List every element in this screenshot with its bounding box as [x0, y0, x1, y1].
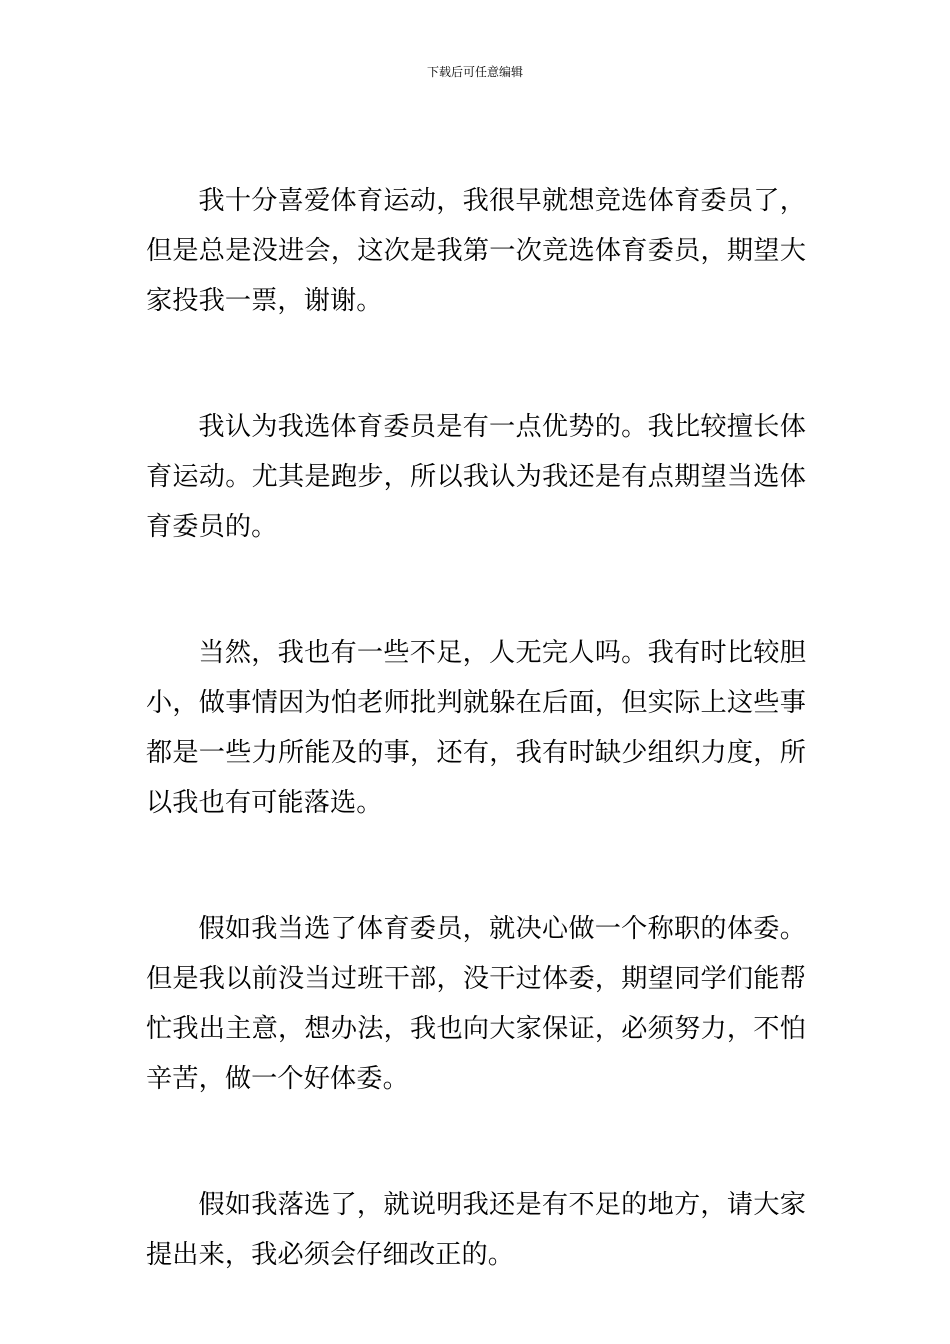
paragraph-5: 假如我落选了，就说明我还是有不足的地方，请大家提出来，我必须会仔细改正的。 [146, 1190, 806, 1270]
page-header: 下载后可任意编辑 [426, 65, 523, 79]
paragraph-3: 当然，我也有一些不足，人无完人吗。我有时比较胆小，做事情因为怕老师批判就躲在后面，但实际上这些事都是一些力所能及的事，还有，我有时缺少组织力度，所以我也有可能落选。 [146, 638, 806, 818]
paragraph-2: 我认为我选体育委员是有一点优势的。我比较擅长体育运动。尤其是跑步，所以我认为我还是有点期望当选体育委员的。 [146, 412, 806, 542]
document-body [146, 176, 806, 1280]
paragraph-1: 我十分喜爱体育运动，我很早就想竞选体育委员了，但是总是没进会，这次是我第一次竞选体育委员，期望大家投我一票，谢谢。 [146, 186, 806, 316]
paragraph-4: 假如我当选了体育委员，就决心做一个称职的体委。但是我以前没当过班干部，没干过体委，期望同学们能帮忙我出主意，想办法，我也向大家保证，必须努力，不怕辛苦，做一个好体委。 [146, 914, 806, 1094]
